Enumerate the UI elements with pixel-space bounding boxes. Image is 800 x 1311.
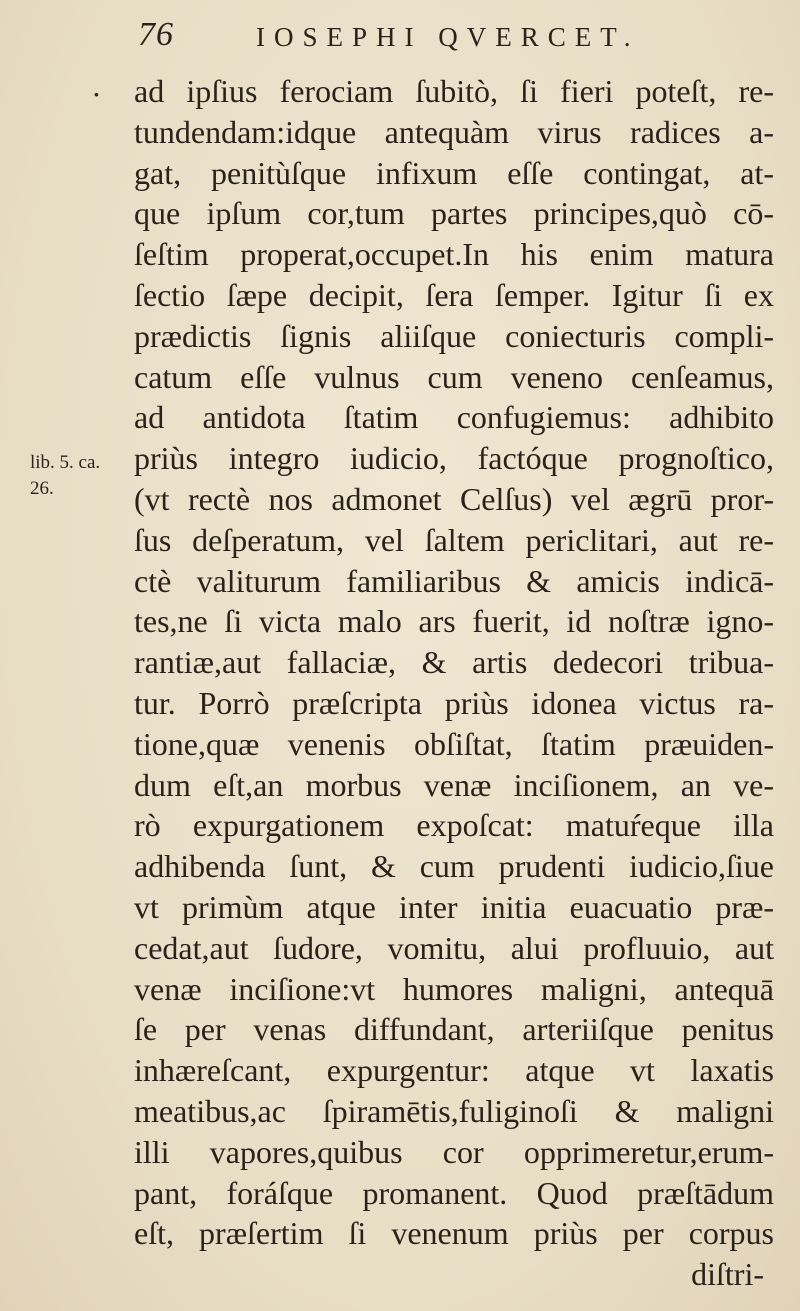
text-line: que ipſum cor,tum partes principes,quò cō- xyxy=(134,195,774,232)
text-line: ſe per venas diffundant, arteriiſque penitus xyxy=(134,1011,774,1048)
running-head xyxy=(138,14,738,60)
text-line: inhæreſcant, expurgentur: atque vt laxatis xyxy=(134,1052,774,1089)
text-line: ctè valiturum familiaribus & amicis indicā- xyxy=(134,562,774,599)
text-line: tundendam:idque antequàm virus radices a- xyxy=(134,113,774,150)
text-line: adhibenda ſunt, & cum prudenti iudicio,ſiue xyxy=(134,848,774,885)
text-line: meatibus,ac ſpiramētis,fuliginoſi & maligni xyxy=(134,1092,774,1129)
margin-note-line: 26. xyxy=(30,478,54,499)
catchword: diſtri- xyxy=(691,1256,764,1293)
text-line: vt primùm atque inter initia euacuatio præ- xyxy=(134,888,774,925)
margin-dot: . xyxy=(92,70,101,103)
text-line: ad ipſius ferociam ſubitò, ſi fieri poteſt, re- xyxy=(134,73,774,109)
page-number: 76 xyxy=(138,16,174,53)
margin-note-line: lib. 5. ca. xyxy=(30,452,101,473)
text-line: ſectio ſæpe decipit, ſera ſemper. Igitur ſi ex xyxy=(134,276,774,313)
running-head-title: IOSEPHI QVERCET. xyxy=(256,22,640,52)
text-line: cedat,aut ſudore, vomitu, alui profluuio, aut xyxy=(134,929,774,966)
body-text xyxy=(134,71,774,1295)
text-line: tes,ne ſi victa malo ars fuerit, id noſtræ igno- xyxy=(134,603,774,640)
text-line: gat, penitùſque infixum eſſe contingat, at- xyxy=(134,154,774,191)
text-line: pant, foráſque promanent. Quod præſtādum xyxy=(134,1174,774,1211)
margin-note xyxy=(30,450,100,502)
text-line: venæ inciſione:vt humores maligni, antequā xyxy=(134,970,774,1007)
text-line: tione,quæ venenis obſiſtat, ſtatim præuiden- xyxy=(134,725,774,762)
text-line: ad antidota ſtatim confugiemus: adhibito xyxy=(134,399,774,436)
text-line: tur. Porrò præſcripta priùs idonea victus ra- xyxy=(134,684,774,721)
text-line: prædictis ſignis aliiſque coniecturis compli- xyxy=(134,317,774,354)
text-line: rantiæ,aut fallaciæ, & artis dedecori tribua- xyxy=(134,644,774,681)
text-line: dum eſt,an morbus venæ inciſionem, an ve- xyxy=(134,766,774,803)
text-line: catum eſſe vulnus cum veneno cenſeamus, xyxy=(134,358,774,395)
text-line: rò expurgationem expoſcat: matuŕeque illa xyxy=(134,807,774,844)
text-line: eſt, præſertim ſi venenum priùs per corpus xyxy=(134,1215,774,1252)
text-line: priùs integro iudicio, factóque prognoſtico, xyxy=(134,440,774,477)
text-line: ſeſtim properat,occupet.In his enim matura xyxy=(134,236,774,273)
text-line: ſus deſperatum, vel ſaltem periclitari, aut re- xyxy=(134,521,774,558)
text-line: (vt rectè nos admonet Celſus) vel ægrū pror- xyxy=(134,480,774,517)
text-line: illi vapores,quibus cor opprimeretur,erum- xyxy=(134,1133,774,1170)
